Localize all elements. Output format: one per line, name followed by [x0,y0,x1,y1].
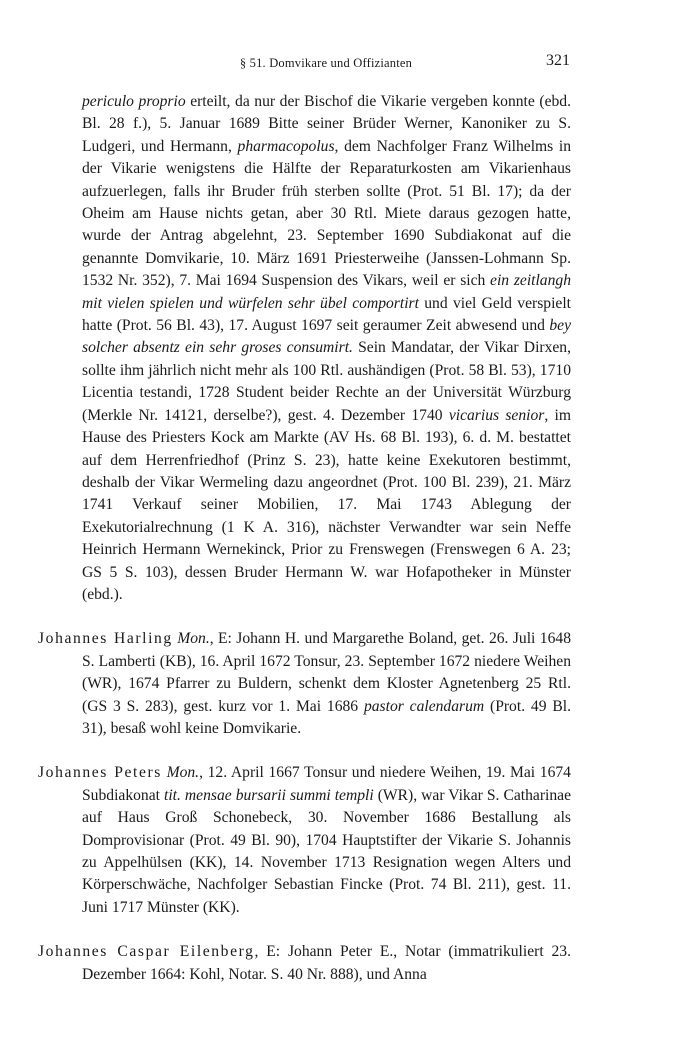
entry-name: Johannes Caspar Eilenberg [38,943,255,961]
body-text: , 12. April 1667 Tonsur und niedere Weihen, 19. Mai 1674 Subdiakonat [82,764,571,804]
body-text: (WR), war Vikar S. Catharinae auf Haus Groß Schonebeck, 30. November 1686 Bestallung als Domprovisionar (Prot. 49 Bl. 90), 1704 Hauptstifter der Vikarie S. Johannis zu Appelhülsen (KK), 14. November 1713 Resignation wegen Alters und Körperschwäche, Nachfolger Sebastian Fincke (Prot. 74 Bl. 211), gest. 11. Juni 1717 Münster (KK). [82,786,571,916]
quoted-phrase: ein zeitlangh mit vielen spielen und würfelen sehr übel comportirt [82,272,571,312]
page-header [82,52,570,76]
entry-johannes-caspar-eilenberg [38,941,571,986]
page-body [38,91,571,986]
body-text: und viel Geld verspielt hatte (Prot. 56 Bl. 43), 17. August 1697 seit geraumer Zeit abwesend und [82,294,571,335]
entry-name: Johannes Peters [38,764,162,782]
latin-phrase: tit. mensae bursarii summi templi [163,786,374,804]
body-text: (Prot. 49 Bl. 31), besaß wohl keine Domvikarie. [82,697,572,737]
body-text: erteilt, da nur der Bischof die Vikarie vergeben konnte (ebd. Bl. 28 f.), 5. Januar 1689 Bitte seiner Brüder Werner, Kanoniker zu S. Ludgeri, und Hermann, [82,93,571,155]
quoted-phrase: bey solcher absentz ein sehr groses consumirt. [82,317,571,357]
origin-abbreviation: Mon. [177,630,210,648]
body-text: , dem Nachfolger Franz Wilhelms in der Vikarie wenigstens die Hälfte der Reparaturkosten am Vikarienhaus aufzuerlegen, falls ihr Bruder früh sterben sollte (Prot. 51 Bl. 17); da der Oheim am Hause nichts getan, aber 30 Rtl. Miete daraus gezogen hatte, wurde der Antrag abgelehnt, 23. September 1690 Subdiakonat auf die genannte Domvikarie, 10. März 1691 Priesterweihe (Janssen-Lohmann Sp. 1532 Nr. 352), 7. Mai 1694 Suspension des Vikars, weil er sich [82,137,572,290]
entry-johannes-peters [38,762,571,919]
running-head: § 51. Domvikare und Offizianten [239,56,413,70]
body-text: , E: Johann H. und Margarethe Boland, get. 26. Juli 1648 S. Lamberti (KB), 16. April 1672 Tonsur, 23. September 1672 niedere Weihen (WR), 1674 Pfarrer zu Buldern, schenkt dem Kloster Agnetenberg 25 Rtl. (GS 3 S. 283), gest. kurz vor 1. Mai 1686 [82,630,571,715]
body-text: , im Hause des Priesters Kock am Markte (AV Hs. 68 Bl. 193), 6. d. M. bestattet auf dem Herrenfriedhof (Prinz S. 23), hatte keine Exekutoren bestimmt, deshalb der Vikar Wermeling dazu angeordnet (Prot. 100 Bl. 239), 21. März 1741 Verkauf seiner Mobilien, 17. Mai 1743 Ablegung der Exekutorialrechnung (1 K A. 316), nächster Verwandter war sein Neffe Heinrich Hermann Wernekinck, Prior zu Frenswegen (Frenswegen 6 A. 23; GS 5 S. 103), dessen Bruder Hermann W. war Hofapotheker in Münster (ebd.). [82,406,571,603]
origin-abbreviation: Mon. [166,764,200,782]
latin-phrase: pharmacopolus [237,137,335,155]
latin-phrase: periculo proprio [82,93,186,110]
entry-name: Johannes Harling [38,630,173,648]
latin-phrase: pastor calendarum [363,697,485,715]
body-text: Sein Mandatar, der Vikar Dirxen, sollte ihm jährlich nicht mehr als 100 Rtl. aushändigen (Prot. 58 Bl. 53), 1710 Licentia testandi, 1728 Student beider Rechte an der Universität Würzburg (Merkle Nr. 14121, derselbe?), gest. 4. Dezember 1740 [82,339,572,424]
latin-phrase: vicarius senior [448,406,545,424]
page-number: 321 [546,52,570,69]
body-text: , E: Johann Peter E., Notar (immatrikuliert 23. Dezember 1664: Kohl, Notar. S. 40 Nr. 888), und Anna [82,943,571,983]
continued-entry-paragraph [38,91,571,606]
entry-johannes-harling [38,628,571,740]
